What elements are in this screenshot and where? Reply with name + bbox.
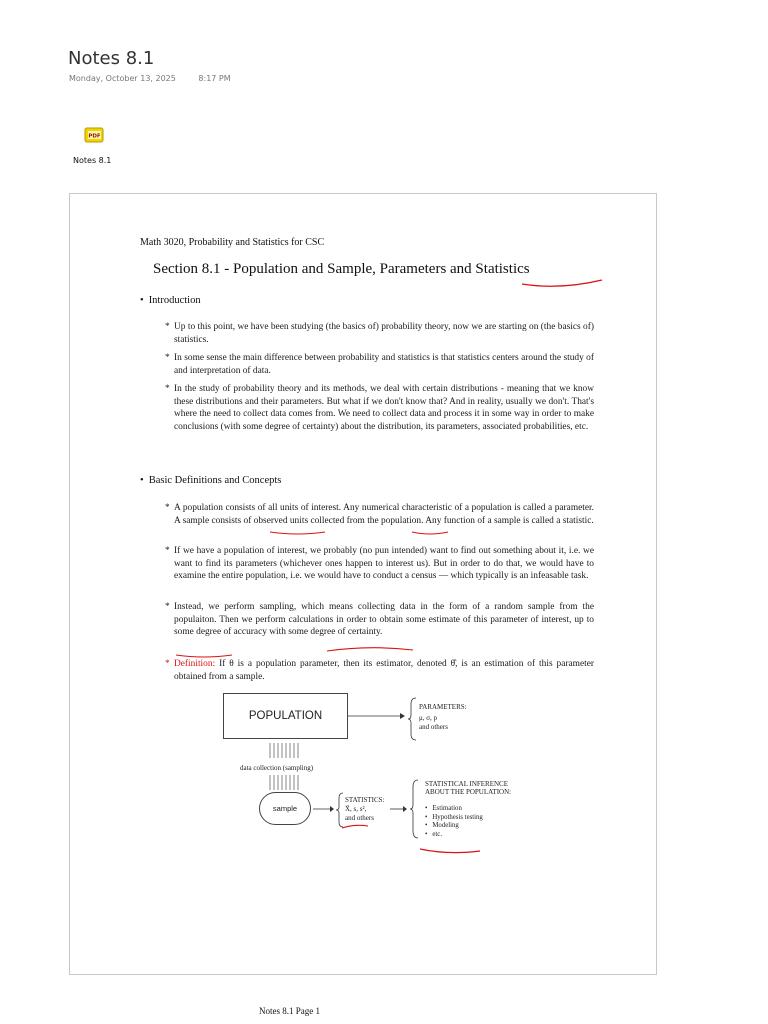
parameters-title: PARAMETERS:: [419, 703, 467, 711]
inference-block: [425, 780, 565, 839]
heading-basic-definitions: • Basic Definitions and Concepts: [140, 475, 281, 486]
data-collection-label: data collection (sampling): [240, 764, 314, 772]
red-underline-annotation: [325, 644, 415, 654]
statistics-symbols: X̄, s, s²,: [345, 805, 367, 813]
pdf-file-icon[interactable]: [84, 127, 104, 143]
red-underline-annotation: [268, 529, 328, 537]
intro-bullet: * Up to this point, we have been studying (the basics of) probability theory, now we are starting on (the basics of) statistics.: [165, 322, 594, 345]
parameters-symbols: μ, σ, p: [419, 714, 438, 722]
attachment-label[interactable]: Notes 8.1: [73, 156, 112, 165]
page-footer: Notes 8.1 Page 1: [259, 1006, 320, 1016]
pdf-page: [69, 193, 657, 975]
red-underline-annotation: [340, 823, 370, 831]
red-underline-annotation: [174, 652, 234, 660]
red-underline-annotation: [418, 846, 482, 856]
statistics-others: and others: [345, 814, 374, 822]
intro-bullet: * In the study of probability theory and its methods, we deal with certain distributions - meaning that we know these distributions and their parameters. But what if we don't know that? And in reality, usually we don't. That's where the need to collect data comes from. We need to collect data and process it in some way in order to make conclusions (with some degree of certainty) about the distribution, its parameters, associated probabilities, etc.: [165, 384, 594, 432]
sampling-arrows-icon: [268, 743, 302, 761]
statistics-block: [345, 796, 385, 822]
red-underline-annotation: [410, 529, 450, 537]
definition-statement: * Definition: If θ is a population parameter, then its estimator, denoted θ̂, is an estimation of this parameter obtained from a sample.: [165, 659, 594, 682]
svg-text:PDF: PDF: [88, 133, 101, 140]
arrow-right-icon: [348, 711, 406, 721]
intro-bullet: * In some sense the main difference between probability and statistics is that statistics centers around the study of and interpretation of data.: [165, 353, 594, 376]
definition-bullet: * Instead, we perform sampling, which means collecting data in the form of a random sample from the populaiton. Then we perform calculations in order to obtain some estimate of this parameter of interest, up to some degree of accuracy with some degree of certainty.: [165, 602, 594, 638]
note-title[interactable]: Notes 8.1: [68, 48, 155, 69]
sampling-arrows-icon: [268, 775, 302, 792]
inference-item: • etc.: [425, 831, 565, 840]
note-date: Monday, October 13, 2025: [69, 74, 176, 83]
definition-bullet: * If we have a population of interest, we probably (no pun intended) want to find out something about it, i.e. we want to find its parameters (whichever ones happen to interest us). But in order to do that, we would have to examine the entire population, i.e. we would have to conduct a census — which typically is an infeasable task.: [165, 546, 594, 582]
note-time: 8:17 PM: [198, 74, 231, 83]
parameters-others: and others: [419, 723, 448, 731]
parameters-block: [419, 703, 509, 731]
brace-icon: [410, 779, 420, 839]
inference-item: • Hypothesis testing: [425, 814, 565, 823]
red-underline-annotation: [520, 278, 605, 290]
statistics-title: STATISTICS:: [345, 796, 385, 804]
arrow-right-icon: [390, 804, 408, 814]
population-box: POPULATION: [223, 693, 348, 739]
sample-oval: sample: [259, 792, 311, 825]
arrow-right-icon: [313, 804, 335, 814]
note-timestamp: [69, 74, 231, 83]
brace-icon: [408, 697, 418, 741]
inference-title-2: ABOUT THE POPULATION:: [425, 788, 512, 796]
definition-label: Definition:: [174, 659, 216, 669]
inference-title-1: STATISTICAL INFERENCE: [425, 780, 508, 788]
inference-item: • Estimation: [425, 805, 565, 814]
heading-introduction: • Introduction: [140, 295, 201, 306]
inference-item: • Modeling: [425, 822, 565, 831]
section-title: Section 8.1 - Population and Sample, Parameters and Statistics: [153, 261, 530, 277]
course-title: Math 3020, Probability and Statistics for CSC: [140, 237, 325, 248]
definition-bullet: * A population consists of all units of interest. Any numerical characteristic of a population is called a parameter. A sample consists of observed units collected from the population. Any function of a sample is called a statistic.: [165, 503, 594, 526]
